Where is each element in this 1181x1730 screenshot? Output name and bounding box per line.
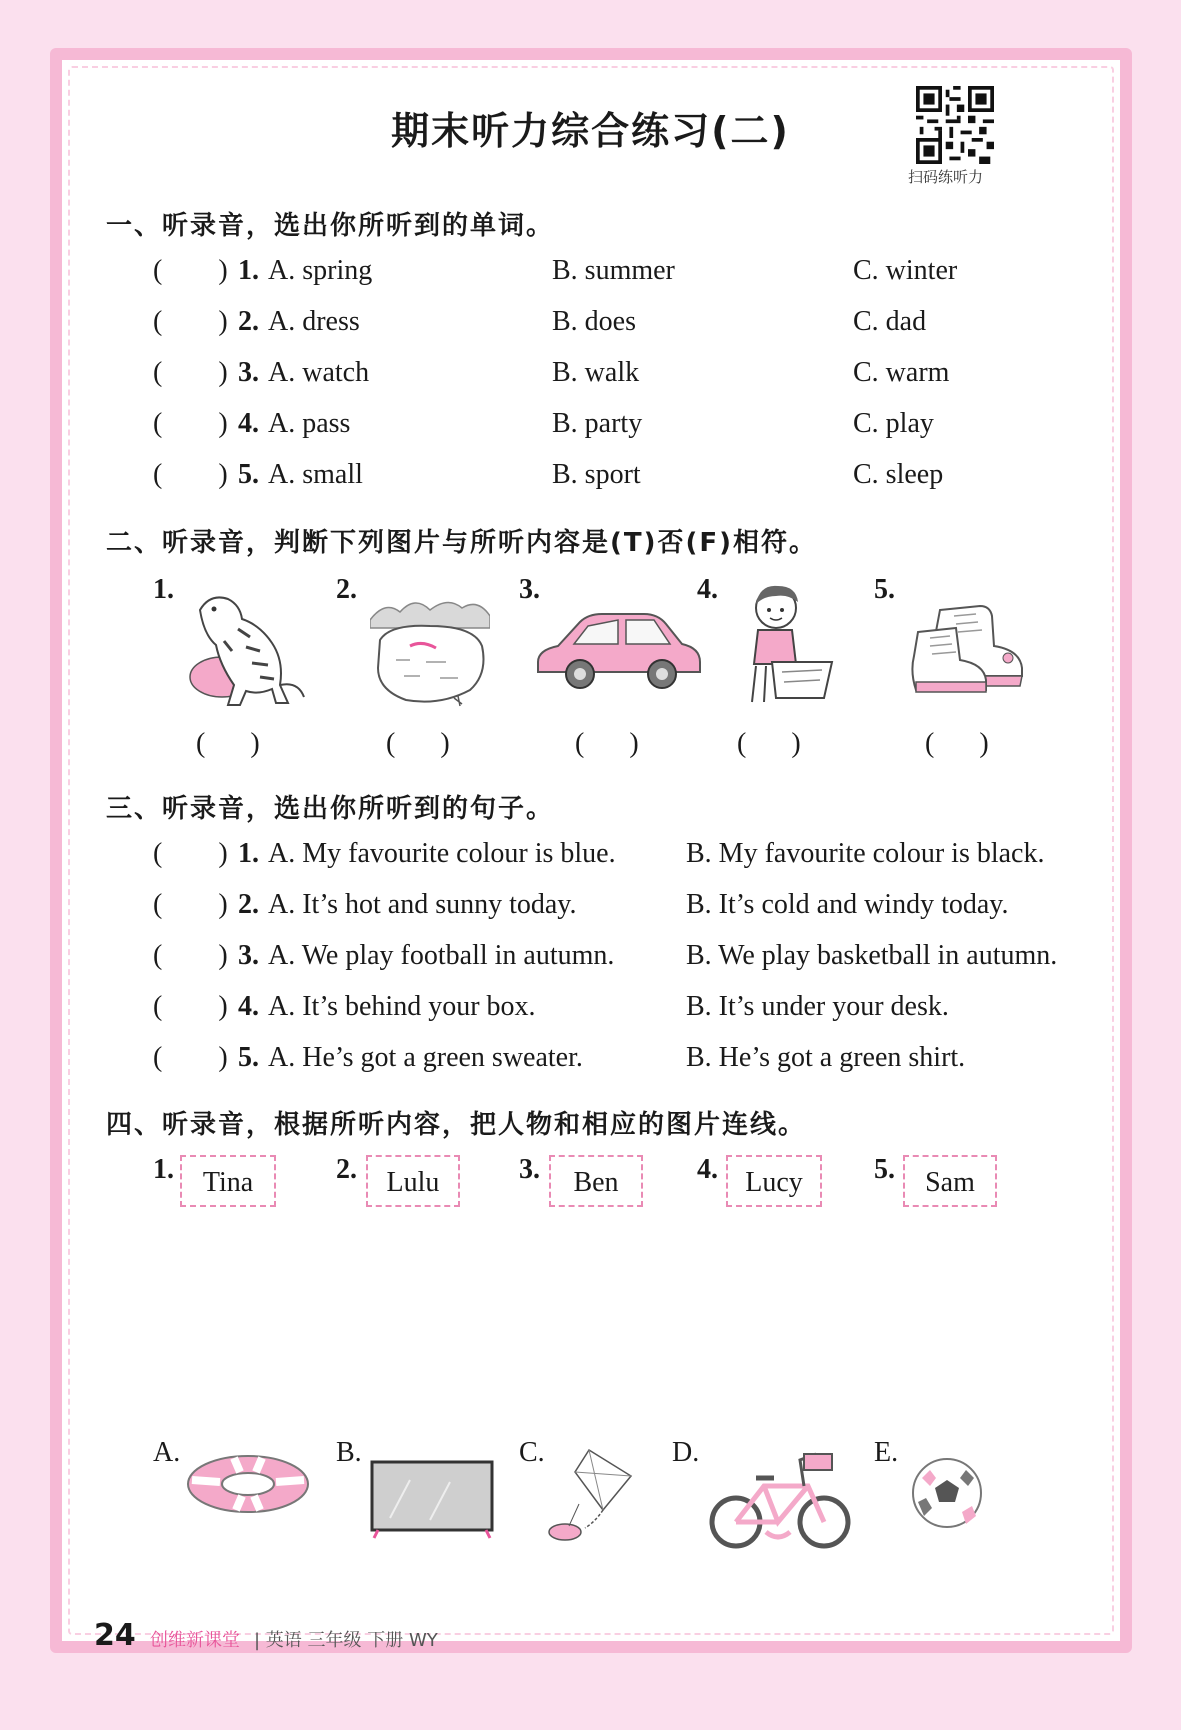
tv-icon: [370, 1460, 494, 1540]
answer-blank[interactable]: ( ): [575, 728, 639, 759]
option-a: A. We play football in autumn.: [268, 940, 615, 971]
answer-blank[interactable]: ( ): [153, 357, 228, 388]
option-a: A. It’s behind your box.: [268, 991, 536, 1022]
option-b: B. walk: [552, 357, 640, 388]
car-icon: [532, 610, 704, 694]
option-a: A. spring: [268, 255, 373, 286]
picture-number: 4.: [697, 574, 718, 605]
item-number: 4.: [238, 991, 259, 1022]
option-a: A. pass: [268, 408, 351, 439]
answer-blank[interactable]: ( ): [153, 255, 228, 286]
answer-blank[interactable]: ( ): [153, 838, 228, 869]
name-number: 4.: [697, 1154, 718, 1185]
boy-with-box-icon: [742, 582, 838, 706]
name-number: 3.: [519, 1154, 540, 1185]
option-b: B. It’s cold and windy today.: [686, 889, 1009, 920]
item-number: 2.: [238, 889, 259, 920]
section3-heading: 三、听录音，选出你所听到的句子。: [106, 794, 555, 824]
item-number: 5.: [238, 1042, 259, 1073]
option-b: B. party: [552, 408, 643, 439]
answer-blank[interactable]: ( ): [153, 991, 228, 1022]
name-box-ben[interactable]: Ben: [549, 1155, 643, 1207]
item-number: 3.: [238, 357, 259, 388]
qr-code-icon[interactable]: [916, 86, 994, 164]
answer-blank[interactable]: ( ): [153, 306, 228, 337]
option-b: B. We play basketball in autumn.: [686, 940, 1058, 971]
answer-blank[interactable]: ( ): [737, 728, 801, 759]
section2-heading: 二、听录音，判断下列图片与所听内容是(T)否(F)相符。: [106, 528, 818, 558]
section1-heading: 一、听录音，选出你所听到的单词。: [106, 211, 555, 241]
option-a: A. small: [268, 459, 363, 490]
brand-name: 创维新课堂: [150, 1630, 240, 1651]
option-a: A. watch: [268, 357, 370, 388]
name-number: 5.: [874, 1154, 895, 1185]
option-b: B. He’s got a green shirt.: [686, 1042, 966, 1073]
picture-number: 3.: [519, 574, 540, 605]
option-c: C. sleep: [853, 459, 944, 490]
item-number: 4.: [238, 408, 259, 439]
answer-blank[interactable]: ( ): [153, 889, 228, 920]
picture-number: 1.: [153, 574, 174, 605]
option-letter: A.: [153, 1437, 181, 1468]
option-a: A. It’s hot and sunny today.: [268, 889, 577, 920]
option-a: A. dress: [268, 306, 360, 337]
qr-caption: 扫码练听力: [908, 168, 984, 186]
option-c: C. winter: [853, 255, 958, 286]
answer-blank[interactable]: ( ): [153, 1042, 228, 1073]
option-b: B. does: [552, 306, 636, 337]
sneakers-icon: [910, 602, 1028, 698]
item-number: 1.: [238, 255, 259, 286]
name-box-sam[interactable]: Sam: [903, 1155, 997, 1207]
picture-number: 2.: [336, 574, 357, 605]
option-c: C. dad: [853, 306, 927, 337]
option-letter: E.: [874, 1437, 899, 1468]
lake-icon: [370, 590, 490, 710]
option-letter: B.: [336, 1437, 362, 1468]
option-b: B. It’s under your desk.: [686, 991, 949, 1022]
option-b: B. sport: [552, 459, 641, 490]
page-title: 期末听力综合练习(二): [391, 109, 790, 153]
name-number: 1.: [153, 1154, 174, 1185]
answer-blank[interactable]: ( ): [153, 408, 228, 439]
answer-blank[interactable]: ( ): [386, 728, 450, 759]
option-b: B. summer: [552, 255, 675, 286]
kite-icon: [545, 1446, 635, 1546]
option-b: B. My favourite colour is black.: [686, 838, 1045, 869]
answer-blank[interactable]: ( ): [196, 728, 260, 759]
swim-ring-icon: [184, 1450, 312, 1518]
name-box-lulu[interactable]: Lulu: [366, 1155, 460, 1207]
option-a: A. My favourite colour is blue.: [268, 838, 616, 869]
option-letter: D.: [672, 1437, 700, 1468]
answer-blank[interactable]: ( ): [925, 728, 989, 759]
item-number: 1.: [238, 838, 259, 869]
option-a: A. He’s got a green sweater.: [268, 1042, 583, 1073]
item-number: 2.: [238, 306, 259, 337]
name-box-tina[interactable]: Tina: [180, 1155, 276, 1207]
tiger-icon: [180, 585, 315, 715]
item-number: 5.: [238, 459, 259, 490]
item-number: 3.: [238, 940, 259, 971]
section4-heading: 四、听录音，根据所听内容，把人物和相应的图片连线。: [106, 1110, 807, 1140]
picture-number: 5.: [874, 574, 895, 605]
subject-info: | 英语 三年级 下册 WY: [254, 1630, 438, 1651]
option-c: C. play: [853, 408, 934, 439]
answer-blank[interactable]: ( ): [153, 459, 228, 490]
name-box-lucy[interactable]: Lucy: [726, 1155, 822, 1207]
answer-blank[interactable]: ( ): [153, 940, 228, 971]
football-icon: [910, 1456, 984, 1530]
bicycle-icon: [708, 1446, 852, 1552]
option-c: C. warm: [853, 357, 950, 388]
name-number: 2.: [336, 1154, 357, 1185]
option-letter: C.: [519, 1437, 545, 1468]
page-number: 24: [94, 1618, 136, 1653]
